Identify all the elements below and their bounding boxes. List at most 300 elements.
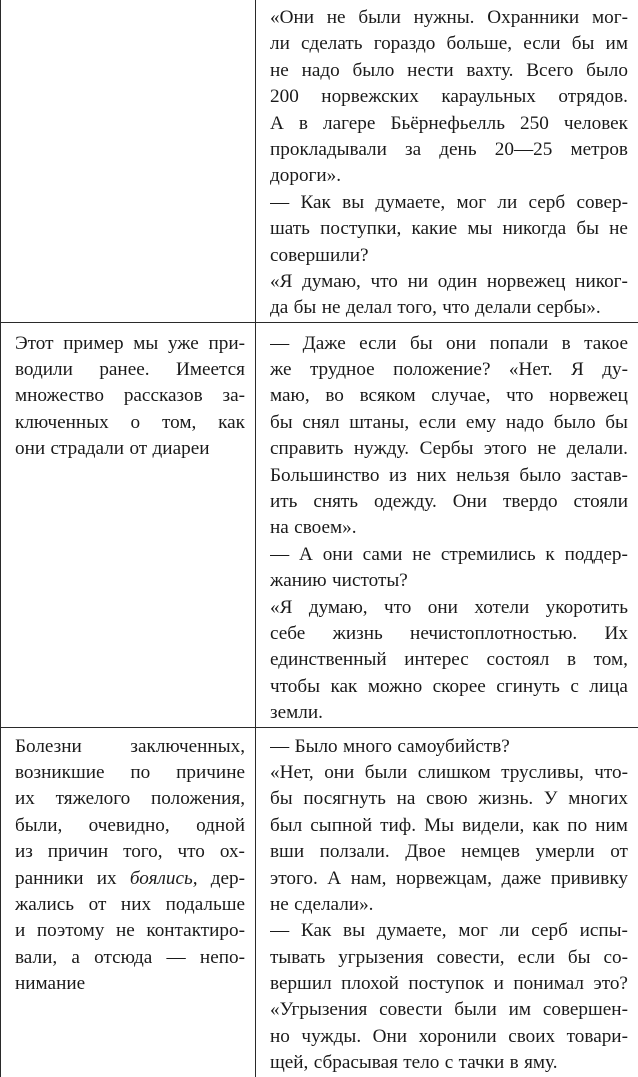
word: человек <box>564 111 628 137</box>
word: стремились <box>441 542 536 568</box>
word: контактиро- <box>146 918 245 944</box>
word: Как <box>300 190 330 216</box>
left-cell <box>1 727 256 1077</box>
word: бы <box>270 786 293 812</box>
text-line <box>270 866 628 892</box>
word: лица <box>589 674 628 700</box>
word: были <box>365 760 408 786</box>
word: один <box>438 269 477 295</box>
text-line <box>270 190 628 216</box>
word: много <box>343 734 392 760</box>
word: вахту. <box>466 58 513 84</box>
word: Этот <box>15 331 54 357</box>
left-cell-text <box>1 0 255 5</box>
word: такое <box>584 331 628 357</box>
word: самоубийств? <box>397 734 509 760</box>
word: дер- <box>211 866 245 892</box>
word: сыпной <box>310 813 372 839</box>
text-line <box>270 58 628 84</box>
text-line <box>270 163 628 189</box>
word: норвежских <box>321 84 419 110</box>
word: возникшие <box>15 760 105 786</box>
word: было <box>353 58 395 84</box>
word: они <box>446 331 476 357</box>
word: да <box>270 295 288 321</box>
text-line <box>270 243 628 269</box>
word: совершен- <box>543 997 628 1023</box>
word: поступки, <box>320 216 401 242</box>
word: ранники <box>15 866 84 892</box>
word: совести <box>379 997 442 1023</box>
word: нечистоплотностью. <box>410 621 577 647</box>
word: чтобы <box>270 674 320 700</box>
word: их <box>97 866 117 892</box>
text-line <box>270 295 628 321</box>
text-line <box>270 383 628 409</box>
text-line <box>270 269 628 295</box>
word: тиф. <box>380 813 416 839</box>
word: немцев <box>461 839 520 865</box>
word: всяком <box>360 383 416 409</box>
word: думаю, <box>309 595 368 621</box>
word: лагере <box>323 111 375 137</box>
word: они <box>428 595 458 621</box>
text-line <box>270 568 628 594</box>
word: норвежцам, <box>396 866 492 892</box>
text-line <box>270 1024 628 1050</box>
word: укоротить <box>546 595 628 621</box>
text-line <box>270 813 628 839</box>
word: трудное <box>310 357 375 383</box>
word: 200 <box>270 84 299 110</box>
word: того, <box>123 839 163 865</box>
right-cell-text <box>256 728 638 1077</box>
right-cell <box>256 322 638 727</box>
word: гораздо <box>374 31 436 57</box>
word: думаете, <box>375 190 445 216</box>
word: трусливы, <box>501 760 584 786</box>
word: Болезни <box>15 734 82 760</box>
word: «Я <box>270 269 292 295</box>
word: вы <box>342 190 364 216</box>
word: мы <box>133 331 158 357</box>
word: поступок <box>408 971 484 997</box>
word: «Я <box>270 595 292 621</box>
word: было <box>586 58 628 84</box>
word: отсюда <box>94 945 152 971</box>
word: штаны, <box>349 410 409 436</box>
word: тывать <box>270 945 325 971</box>
text-line <box>270 918 628 944</box>
word: Они <box>373 1024 407 1050</box>
word: чужды. <box>301 1024 361 1050</box>
word: и <box>15 918 25 944</box>
word: бы <box>605 410 628 436</box>
word: том, <box>162 410 196 436</box>
word: сделать <box>301 31 363 57</box>
word: думаю, <box>302 269 361 295</box>
text-line <box>270 734 628 760</box>
word: угрызения <box>338 945 423 971</box>
right-cell-text <box>256 323 638 727</box>
word: А <box>270 111 284 137</box>
word: в <box>567 647 576 673</box>
text-line <box>15 839 245 865</box>
left-cell-text <box>1 323 255 463</box>
word: Как <box>301 918 331 944</box>
table-body <box>1 0 638 1077</box>
word: слишком <box>418 760 491 786</box>
word: «Они <box>270 5 314 31</box>
word: маю, <box>270 383 310 409</box>
word: поэтому <box>37 918 104 944</box>
word: Даже <box>303 331 346 357</box>
word: жались <box>15 892 74 918</box>
text-line <box>270 489 628 515</box>
word: от <box>129 436 147 462</box>
word: единственный <box>270 647 387 673</box>
word: с <box>445 1050 454 1076</box>
table-row <box>1 0 638 322</box>
word: Было <box>295 734 338 760</box>
word: не <box>537 436 556 462</box>
word: из <box>389 463 407 489</box>
word: был <box>270 813 302 839</box>
word: было <box>519 463 561 489</box>
text-line <box>15 410 245 436</box>
word: — <box>167 945 186 971</box>
word: сгинуть <box>496 674 560 700</box>
word: многих <box>568 786 628 812</box>
word: от <box>89 892 107 918</box>
word: товари- <box>567 1024 628 1050</box>
word: ним <box>595 813 628 839</box>
word: вы <box>343 918 365 944</box>
word: жанию <box>270 568 327 594</box>
word: и <box>494 971 504 997</box>
word: посягнуть <box>303 786 386 812</box>
word: Сербы <box>420 436 474 462</box>
word: они <box>323 542 353 568</box>
word: положения, <box>151 786 245 812</box>
word: не <box>270 58 289 84</box>
word: ох- <box>220 839 245 865</box>
word: если <box>518 945 555 971</box>
word: ни <box>408 269 429 295</box>
right-cell <box>256 0 638 322</box>
word: они <box>324 760 354 786</box>
word: положение? <box>393 357 490 383</box>
word: им <box>509 997 531 1023</box>
word: на <box>270 515 289 541</box>
word: себе <box>270 621 305 647</box>
word: какие <box>412 216 458 242</box>
word: сбрасывая <box>314 1050 398 1076</box>
text-line <box>270 700 628 726</box>
word: стояли <box>573 489 628 515</box>
word: 20—25 <box>495 137 553 163</box>
word: совер- <box>576 190 628 216</box>
word: тяжелого <box>56 786 131 812</box>
word: сербы». <box>537 295 601 321</box>
word: к <box>545 542 554 568</box>
text-line <box>270 892 628 918</box>
word: твердо <box>503 489 558 515</box>
text-line <box>15 383 245 409</box>
text-line <box>15 436 245 462</box>
word: ить <box>270 489 297 515</box>
word: надо <box>302 58 340 84</box>
word: умерли <box>535 839 594 865</box>
word: состоял <box>486 647 549 673</box>
text-line <box>15 918 245 944</box>
text-line <box>15 813 245 839</box>
word: нужду. <box>354 436 409 462</box>
word: если <box>359 331 396 357</box>
word: ду- <box>602 357 628 383</box>
word: Охранники <box>487 5 579 31</box>
word: что <box>506 383 533 409</box>
word: тачки <box>459 1050 505 1076</box>
word: «Нет. <box>509 357 553 383</box>
word: что- <box>594 760 628 786</box>
left-cell <box>1 322 256 727</box>
word: ключенных <box>15 410 109 436</box>
word: Большинство <box>270 463 379 489</box>
text-line <box>270 84 628 110</box>
word: снял <box>302 410 339 436</box>
text-line <box>270 357 628 383</box>
word: за <box>405 137 421 163</box>
word: «Нет, <box>270 760 314 786</box>
word: нам, <box>351 866 387 892</box>
word: было <box>554 410 596 436</box>
text-line <box>270 760 628 786</box>
word: сами <box>363 542 403 568</box>
word: с <box>570 674 579 700</box>
word: снять <box>313 489 358 515</box>
left-cell <box>1 0 256 322</box>
word: нести <box>407 58 453 84</box>
word: очевидно, <box>89 813 170 839</box>
text-line <box>270 436 628 462</box>
word: Двое <box>405 839 445 865</box>
text-line <box>15 945 245 971</box>
word: вши <box>270 839 304 865</box>
word: были <box>454 997 497 1023</box>
word: даже <box>501 866 541 892</box>
word: вали, <box>15 945 57 971</box>
word: это? <box>593 971 627 997</box>
word: ему <box>466 410 496 436</box>
text-line <box>270 216 628 242</box>
word: рассказов <box>124 383 203 409</box>
word: — <box>270 331 289 357</box>
word: как <box>532 813 559 839</box>
text-line <box>15 760 245 786</box>
word: причине <box>176 760 245 786</box>
word: поддер- <box>565 542 628 568</box>
text-line <box>270 839 628 865</box>
text-line <box>270 997 628 1023</box>
word: скорее <box>433 674 486 700</box>
word: них <box>121 892 151 918</box>
word: о <box>131 410 141 436</box>
word: своих <box>508 1024 555 1050</box>
word: Имеется <box>176 357 245 383</box>
word: не <box>322 295 341 321</box>
word: — <box>270 190 289 216</box>
word: ползали. <box>320 839 390 865</box>
word: этого. <box>270 866 318 892</box>
word: что <box>384 595 411 621</box>
word: А <box>327 866 341 892</box>
word: серб <box>531 918 568 944</box>
word: своем». <box>294 515 356 541</box>
word: — <box>270 734 289 760</box>
word: жизнь. <box>478 786 533 812</box>
word: диареи <box>153 436 210 462</box>
word: прокладывали <box>270 137 387 163</box>
word: но <box>270 1024 290 1050</box>
word: яму. <box>524 1050 557 1076</box>
word: прививку <box>551 866 628 892</box>
word: во <box>325 383 344 409</box>
word: Всего <box>526 58 573 84</box>
word: за- <box>222 383 245 409</box>
word: надо <box>506 410 544 436</box>
word: Бьёрнефьелль <box>390 111 505 137</box>
text-line <box>270 542 628 568</box>
word: их <box>15 786 35 812</box>
word: отрядов. <box>558 84 628 110</box>
word: бы <box>270 410 293 436</box>
word: множество <box>15 383 104 409</box>
text-line <box>270 674 628 700</box>
text-line <box>15 734 245 760</box>
word: «Угрызения <box>270 997 367 1023</box>
word: водили <box>15 357 73 383</box>
word: мог <box>457 190 487 216</box>
word: делали. <box>567 436 628 462</box>
word: уже <box>168 331 199 357</box>
word: как <box>330 674 357 700</box>
word: нимание <box>15 971 85 997</box>
word: от <box>610 839 628 865</box>
word: как <box>218 410 245 436</box>
word: а <box>71 945 80 971</box>
word: мог- <box>592 5 628 31</box>
text-line <box>15 971 245 997</box>
text-line <box>270 786 628 812</box>
word: попали <box>490 331 549 357</box>
word: земли. <box>270 700 323 726</box>
word: бы <box>568 945 591 971</box>
word: можно <box>368 674 422 700</box>
word: не <box>609 216 628 242</box>
word: хотели <box>474 595 529 621</box>
word: бы <box>294 295 317 321</box>
text-line <box>270 5 628 31</box>
text-line <box>15 357 245 383</box>
word: со- <box>603 945 628 971</box>
word: совершили? <box>270 243 369 269</box>
word: ранее. <box>99 357 149 383</box>
word: интерес <box>404 647 469 673</box>
word: хоронили <box>419 1024 497 1050</box>
word: этого <box>484 436 527 462</box>
word: причин <box>48 839 108 865</box>
word: же <box>270 357 292 383</box>
word: по <box>567 813 587 839</box>
word: них <box>416 463 446 489</box>
text-line <box>15 866 245 892</box>
word: Мы <box>424 813 454 839</box>
word: — <box>270 918 289 944</box>
word: ли <box>500 918 520 944</box>
word: не <box>327 5 346 31</box>
text-line <box>270 647 628 673</box>
text-line <box>270 971 628 997</box>
text-line <box>270 111 628 137</box>
word: справить <box>270 436 343 462</box>
left-cell-text <box>1 728 255 998</box>
word: никогда <box>503 216 567 242</box>
word: не <box>412 542 431 568</box>
word: никог- <box>575 269 628 295</box>
word: не <box>116 918 135 944</box>
word: одежду. <box>374 489 437 515</box>
word: страдали <box>51 436 125 462</box>
word: караульных <box>441 84 536 110</box>
text-line <box>15 786 245 812</box>
word: что <box>371 269 398 295</box>
word: по <box>130 760 150 786</box>
word: ли <box>497 190 517 216</box>
word: А <box>299 542 313 568</box>
word: плохой <box>341 971 399 997</box>
word: если <box>523 31 560 57</box>
word: на <box>397 786 416 812</box>
word: при- <box>208 331 245 357</box>
word: в <box>562 331 571 357</box>
word: мы <box>467 216 492 242</box>
right-cell <box>256 727 638 1077</box>
text-line <box>270 137 628 163</box>
word: из <box>15 839 33 865</box>
word: метров <box>570 137 628 163</box>
text-line <box>270 621 628 647</box>
text-line <box>15 331 245 357</box>
word: бы <box>572 31 595 57</box>
word: дороги». <box>270 163 341 189</box>
word: щей, <box>270 1050 308 1076</box>
word: день <box>439 137 476 163</box>
word: нужны. <box>414 5 475 31</box>
word: шать <box>270 216 310 242</box>
word: думаете, <box>377 918 447 944</box>
text-line <box>270 31 628 57</box>
word: одной <box>196 813 245 839</box>
text-line <box>270 595 628 621</box>
word: бы <box>576 216 599 242</box>
word: застав- <box>571 463 628 489</box>
word: испы- <box>580 918 628 944</box>
word: вершил <box>270 971 332 997</box>
word: в <box>510 1050 519 1076</box>
word: того, <box>397 295 437 321</box>
word: если <box>419 410 456 436</box>
